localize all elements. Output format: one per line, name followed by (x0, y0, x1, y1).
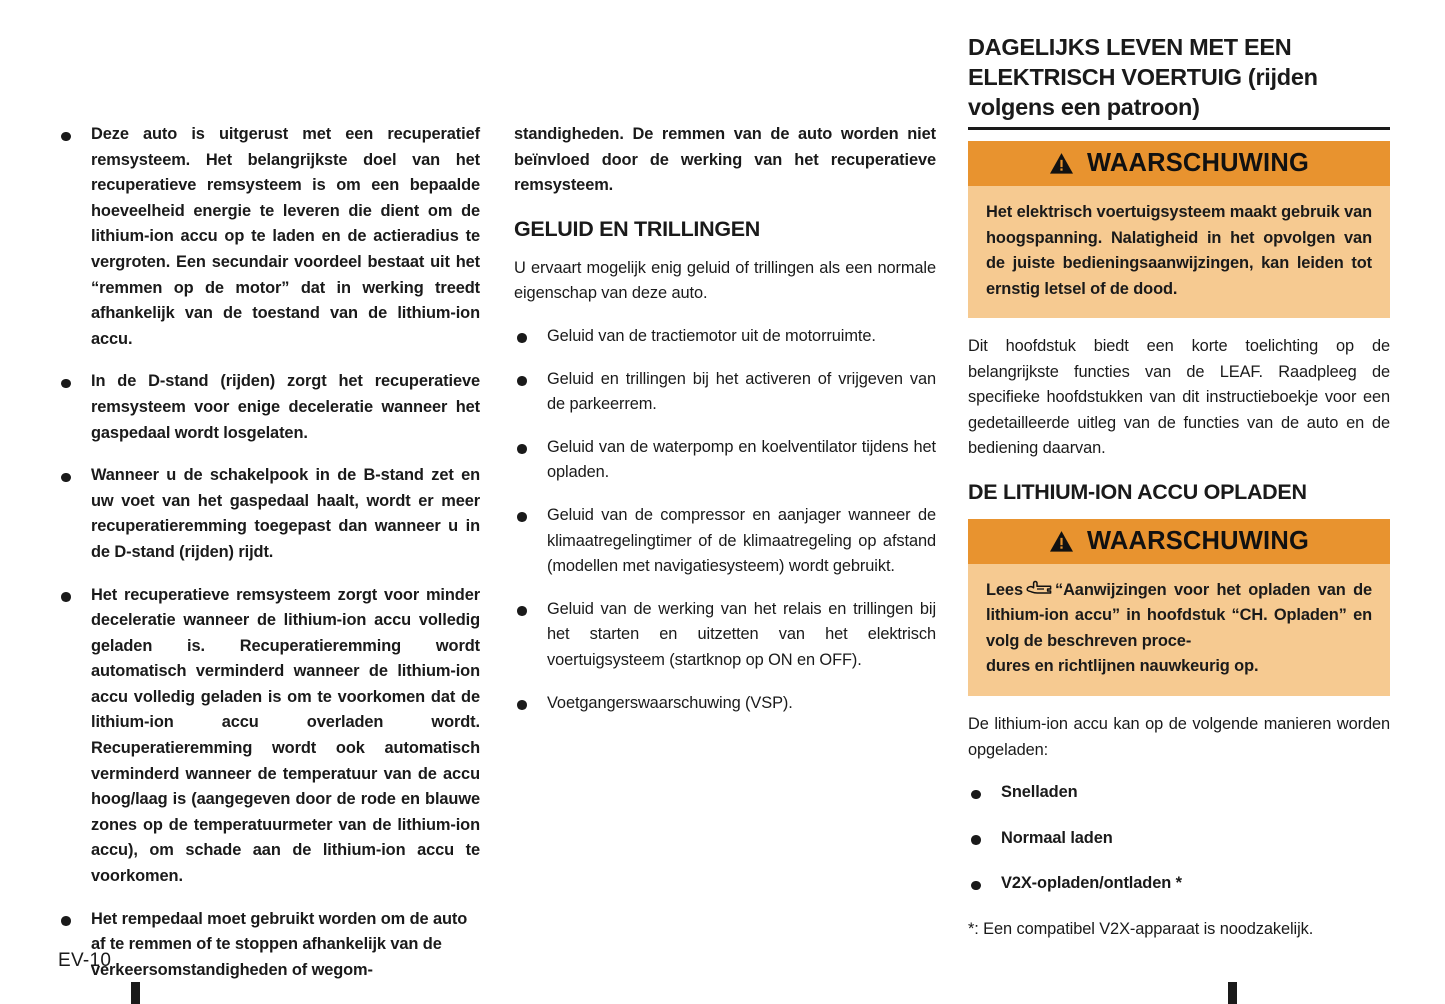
list-item: In de D-stand (rijden) zorgt het recuperatieve remsysteem voor enige deceleratie wanneer het gaspedaal wordt losgelaten. (58, 369, 480, 446)
warning-text-after-icon: “Aanwijzingen voor het opladen van de lithium-ion accu” in hoofdstuk “CH. Opladen” en volg de beschreven proce- (986, 580, 1372, 650)
warning-label: WAARSCHUWING (1087, 526, 1309, 555)
warning-text-lastline: dures en richtlijnen nauwkeurig op. (986, 657, 1259, 676)
list-item: Voetgangerswaarschuwing (VSP). (514, 691, 936, 717)
text-column-1 (58, 0, 480, 1004)
text-column-3 (968, 0, 1390, 1004)
list-item: Geluid en trillingen bij het activeren of vrijgeven van de parkeerrem. (514, 367, 936, 418)
list-item: Geluid van de compressor en aanjager wanneer de klimaatregelingtimer of de klimaatregeling op afstand (modellen met navigatiesysteem) wordt gebruikt. (514, 503, 936, 580)
list-item: V2X-opladen/ontladen * (968, 871, 1390, 897)
pointing-hand-icon (1026, 580, 1052, 597)
charge-methods-list (968, 780, 1390, 897)
warning-body (968, 564, 1390, 696)
list-item: Normaal laden (968, 826, 1390, 852)
paragraph-chapter-intro: Dit hoofdstuk biedt een korte toelichting op de belangrijkste functies van de LEAF. Raadpleeg de specifieke hoofdstukken van dit instructieboekje voor een gedetailleerde uitleg van de functies van de auto en de bediening daarvan. (968, 337, 1390, 458)
chapter-title: DAGELIJKS LEVEN MET EEN ELEKTRISCH VOERTUIG (rijden volgens een patroon) (968, 34, 1318, 120)
paragraph-intro: U ervaart mogelijk enig geluid of trillingen als een normale eigenschap van deze auto. (514, 258, 936, 303)
warning-header (968, 519, 1390, 564)
warning-triangle-icon (1049, 152, 1074, 175)
column1-bullet-list (58, 122, 480, 983)
list-item: Het rempedaal moet gebruikt worden om de auto af te remmen of te stoppen afhankelijk van de verkeersomstandigheden of wegom- (58, 907, 480, 984)
list-item: Geluid van de waterpomp en koelventilator tijdens het opladen. (514, 435, 936, 486)
warning-box-high-voltage (968, 141, 1390, 318)
warning-text: Het elektrisch voertuigsysteem maakt gebruik van hoogspanning. Nalatigheid in het opvolgen van de juiste bedieningsaanwijzingen, kan leiden tot ernstig letsel of de dood. (986, 203, 1373, 298)
warning-text-before-icon: Lees (986, 580, 1023, 599)
list-item: Wanneer u de schakelpook in de B-stand zet en uw voet van het gaspedaal haalt, wordt er meer recuperatieremming toegepast dan wanneer u in de D-stand (rijden) rijdt. (58, 463, 480, 565)
page-number: EV-10 (58, 950, 112, 971)
warning-label: WAARSCHUWING (1087, 149, 1309, 177)
registration-mark-left (131, 982, 140, 1004)
warning-header (968, 141, 1390, 186)
list-item: Het recuperatieve remsysteem zorgt voor minder deceleratie wanneer de lithium-ion accu volledig geladen is. Recuperatieremming wordt automatisch verminderd wanneer de lithium-ion accu volledig geladen is om te voorkomen dat de lithium-ion accu overladen wordt. Recuperatieremming wordt ook automatisch verminderd wanneer de temperatuur van de accu hoog/laag is (aangegeven door de rode en blauwe zones op de temperatuurmeter van de lithium-ion accu), om schade aan de lithium-ion accu te voorkomen. (58, 583, 480, 890)
chapter-title-rule (968, 127, 1390, 130)
warning-text (986, 578, 1372, 680)
list-item: Geluid van de tractiemotor uit de motorruimte. (514, 324, 936, 350)
footnote-v2x: *: Een compatibel V2X-apparaat is noodzakelijk. (968, 919, 1314, 938)
section-heading-accu-opladen: DE LITHIUM-ION ACCU OPLADEN (968, 479, 1307, 504)
list-item: Geluid van de werking van het relais en trillingen bij het starten en uitzetten van het elektrisch voertuigsysteem (startknop op ON en OFF). (514, 597, 936, 674)
list-item: Deze auto is uitgerust met een recuperatief remsysteem. Het belangrijkste doel van het recuperatieve remsysteem is om een bepaalde hoeveelheid energie te leveren die dient om de lithium-ion accu op te laden en de actieradius te vergroten. Een secundair voordeel bestaat uit het “remmen op de motor” dat in werking treedt afhankelijk van de toestand van de lithium-ion accu. (58, 122, 480, 352)
registration-mark-right (1228, 982, 1237, 1004)
paragraph-continuation: standigheden. De remmen van de auto worden niet beïnvloed door de werking van het recuperatieve remsysteem. (514, 125, 936, 195)
section-heading-geluid-en-trillingen: GELUID EN TRILLINGEN (514, 216, 761, 241)
warning-triangle-icon (1049, 530, 1074, 553)
paragraph-charge-intro: De lithium-ion accu kan op de volgende manieren worden opgeladen: (968, 714, 1390, 759)
text-column-2 (514, 0, 936, 1004)
warning-box-charging (968, 519, 1390, 696)
column2-bullet-list (514, 324, 936, 716)
list-item: Snelladen (968, 780, 1390, 806)
warning-body (968, 186, 1390, 318)
